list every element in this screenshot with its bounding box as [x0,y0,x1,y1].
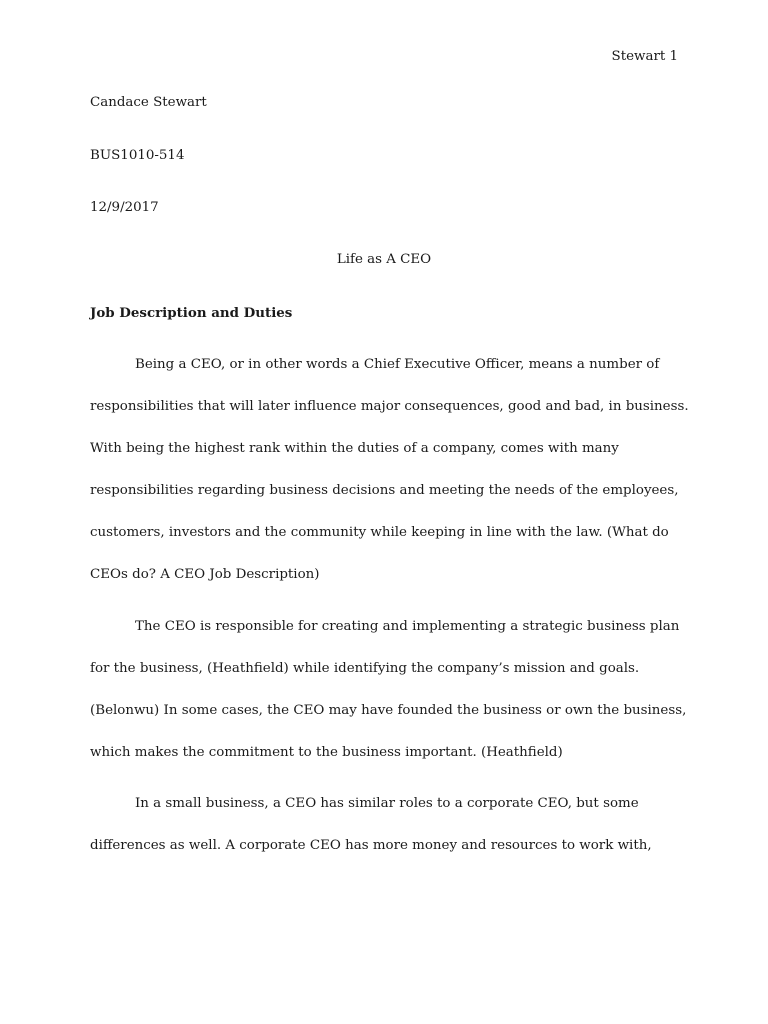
paragraph-2-line-1: The CEO is responsible for creating and implementing a strategic business plan [135,619,680,634]
document-date: 12/9/2017 [90,200,159,215]
paragraph-1-line-2: responsibilities that will later influence major consequences, good and bad, in business. [90,399,689,414]
author-name: Candace Stewart [90,95,207,110]
paragraph-1-line-1: Being a CEO, or in other words a Chief Executive Officer, means a number of [135,357,660,372]
course-code: BUS1010-514 [90,148,185,163]
paragraph-1-line-6: CEOs do? A CEO Job Description) [90,567,320,582]
paragraph-1-line-4: responsibilities regarding business decisions and meeting the needs of the employees, [90,483,679,498]
paragraph-1-line-3: With being the highest rank within the duties of a company, comes with many [90,441,619,456]
document-title: Life as A CEO [336,252,432,267]
paragraph-2-line-2: for the business, (Heathfield) while identifying the company’s mission and goals. [90,661,640,676]
paragraph-1-line-5: customers, investors and the community while keeping in line with the law. (What do [90,525,669,540]
paragraph-2-line-3: (Belonwu) In some cases, the CEO may have founded the business or own the business, [90,703,687,718]
paragraph-2-line-4: which makes the commitment to the business important. (Heathfield) [90,745,563,760]
paragraph-3-line-1: In a small business, a CEO has similar roles to a corporate CEO, but some [135,796,639,811]
section-heading: Job Description and Duties [90,305,293,321]
running-header: Stewart 1 [611,49,678,64]
paragraph-3-line-2: differences as well. A corporate CEO has more money and resources to work with, [90,838,652,853]
